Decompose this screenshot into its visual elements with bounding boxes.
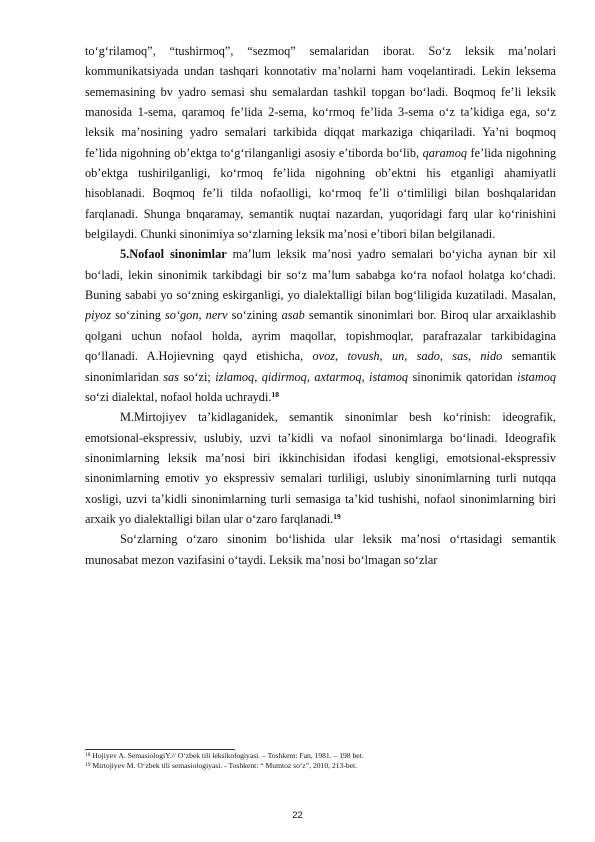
italic-run: piyoz: [85, 308, 111, 323]
italic-run: asab: [281, 308, 305, 323]
italic-run: so‘gon, nerv: [165, 308, 228, 323]
text-run: So‘zlarning o‘zaro sinonim bo‘lishida ular leksik ma’nosi o‘rtasidagi semantik munosabat mezon vazifasini o‘taydi. Leksik ma’nosi bo‘lmagan so‘zlar: [85, 532, 556, 567]
text-run: semantik sinonimlaridan: [85, 349, 556, 384]
footnote-ref: 18: [271, 389, 279, 399]
italic-run: izlamoq, qidirmoq, axtarmoq, istamoq: [215, 369, 409, 384]
footnote-text: Mirtojiyev M. O‘zbek tili semasiologiyasi. - Toshkent: “ Mumtoz so‘z”, 2010, 213-bet.: [90, 761, 358, 770]
footnote-ref: 19: [333, 511, 341, 521]
italic-run: qaramoq: [422, 145, 467, 160]
italic-run: sas: [163, 369, 179, 384]
footnote-18: [85, 751, 556, 761]
text-run: sinonimik qatoridan: [408, 369, 518, 384]
footnote-19: [85, 761, 556, 771]
italic-run: ovoz, tovush, un, sado, sas, nido: [312, 349, 503, 364]
text-run: so‘zi;: [178, 369, 216, 384]
italic-run: istamoq: [517, 369, 557, 384]
text-run: so‘zining: [110, 308, 165, 323]
paragraph-p1: [85, 41, 556, 244]
text-run: M.Mirtojiyev ta’kidlaganidek, semantik sinonimlar besh ko‘rinish: ideografik, emotsional-ekspressiv, uslubiy, uzvi ta’kidli va nofaol sinonimlarga bo‘linadi. Ideografik sinonimlarning leksik ma’nosi biri ikkinchisidan ifodasi kengligi, emotsional-ekspressiv sinonimlarning emotiv yo ekspressiv semalari turliligi, uslubiy sinonimlarning turli nutqqa xosligi, uzvi ta’kidli sinonimlarning turli semasiga ta’kid tushishi, nofaol sinonimlarning biri arxaik yo dialektalligi bilan ular o‘zaro farqlanadi.: [85, 410, 556, 526]
paragraph-p2: [85, 244, 556, 407]
paragraph-p3: [85, 407, 556, 529]
page-number: 22: [292, 810, 303, 821]
text-run: semantik sinonimlari bor. Biroq ular arxaiklashib qolgani uchun nofaol holda, ayrim maqollar, topishmoqlar, parafrazalar tarkibidagina qo‘llanadi. A.Hojievning qayd etishicha,: [85, 308, 556, 364]
text-run: so‘zi dialektal, nofaol holda uchraydi.: [85, 389, 272, 404]
footnote-text: Hojiyev A. SemasiologiY.// O‘zbek tili leksikologiyasi. – Toshkent: Fan, 1981. – 198 bet.: [90, 751, 364, 760]
paragraph-p4: [85, 529, 556, 570]
text-run: to‘g‘rilamoq”, “tushirmoq”, “sezmoq” semalaridan iborat. So‘z leksik ma’nolari kommunikatsiyada undan tashqari konnotativ ma’nolarni ham voqelantiradi. Lekin leksema sememasining bv yadro semasi shu semalardan tashkil topgan bo‘ladi. Boqmoq fe’li leksik manosida 1-sema, qaramoq fe’lida 2-sema, ko‘rmoq fe’lida 3-sema o‘z ta’kidiga ega, so‘z leksik ma’nosining yadro semalari tarkibida diqqat markaziga chiqariladi. Ya’ni boqmoq fe’lida nigohning ob’ektga to‘g‘rilanganligi asosiy e’tiborda bo‘lib,: [85, 44, 556, 160]
text-run: ma’lum leksik ma’nosi yadro semalari bo‘yicha aynan bir xil bo‘ladi, lekin sinonimik tarkibdagi bir so‘z ma’lum sababga ko‘ra nofaol holatga ko‘chadi. Buning sababi yo so‘zning eskirganligi, yo dialektalligi bilan bog‘liligida kuzatiladi. Masalan,: [85, 247, 556, 303]
footnotes: [85, 751, 556, 771]
bold-run: 5.Nofaol sinonimlar: [120, 247, 227, 262]
body-text: [85, 41, 556, 570]
footnote-number: 18: [85, 752, 91, 758]
footnote-number: 19: [85, 762, 91, 768]
text-run: fe’lida nigohning ob’ektga tushirilganligi, ko‘rmoq fe’lida nigohning ob’ektni his etganligi ahamiyatli hisoblanadi. Boqmoq fe’li tilda nofaolligi, ko‘rmoq fe’li o‘timliligi bilan boshqalaridan farqlanadi. Shunga bnqaramay, semantik nuqtai nazardan, yuqoridagi farq ular ko‘rinishini belgilaydi. Chunki sinonimiya so‘zlarning leksik ma’nosi e’tibori bilan belgilanadi.: [85, 145, 557, 242]
text-run: so‘zining: [227, 308, 282, 323]
footnote-separator: [85, 749, 235, 750]
